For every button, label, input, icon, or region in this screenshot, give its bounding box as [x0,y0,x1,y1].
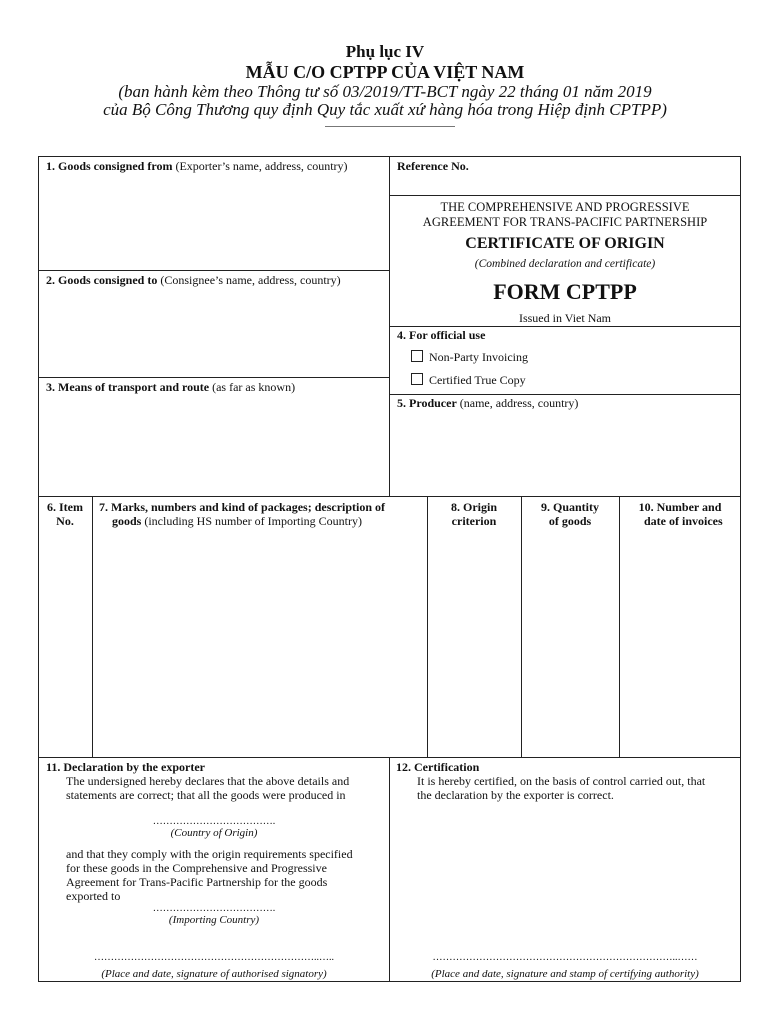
col7-header-line1: 7. Marks, numbers and kind of packages; description of [99,500,386,514]
non-party-invoicing-checkbox[interactable] [411,350,423,362]
certifier-signature-dots[interactable]: ………………………………………………………………..…… [432,952,698,963]
box11-text-line1: The undersigned hereby declares that the above details and [66,774,350,788]
divider-box5 [389,394,741,395]
annex-number: Phụ lục IV [345,42,425,61]
col9-header-line1: 9. Quantity [540,500,599,514]
agreement-line1: THE COMPREHENSIVE AND PROGRESSIVE [440,200,690,214]
certificate-subtitle: (Combined declaration and certificate) [474,258,656,270]
box1-title: 1. Goods consigned from [46,159,173,173]
box2-input-area[interactable] [40,290,386,375]
importing-country-label: (Importing Country) [168,914,260,926]
box5-description: (name, address, country) [459,396,579,410]
col6-header-line1: 6. Item [47,500,83,514]
col9-header-line2: of goods [548,514,592,528]
box3-description: (as far as known) [212,380,296,394]
exporter-signature-label: (Place and date, signature of authorised signatory) [101,968,327,980]
box1-input-area[interactable] [40,176,386,268]
non-party-invoicing-option[interactable] [411,350,528,364]
issuance-note-line1: (ban hành kèm theo Thông tư số 03/2019/TT-BCT ngày 22 tháng 01 năm 2019 [118,82,652,101]
column-divider-7-8 [427,496,428,757]
form-title: FORM CPTPP [493,279,637,304]
divider-reference [389,195,741,196]
certifier-signature-label: (Place and date, signature and stamp of certifying authority) [431,968,699,980]
divider-columns-top [38,496,741,497]
divider-box4 [389,326,741,327]
certified-true-copy-label: Certified True Copy [429,373,526,387]
exporter-signature-dots[interactable]: …………………………………………………………..….. [94,952,334,963]
certificate-title: CERTIFICATE OF ORIGIN [465,235,665,252]
non-party-invoicing-label: Non-Party Invoicing [429,350,528,364]
importing-country-dots[interactable]: ………………………………. [152,903,276,914]
box11-text-line5: Agreement for Trans-Pacific Partnership for the goods [66,875,328,889]
box5-title: 5. Producer [397,396,457,410]
divider-box2-3 [38,377,389,378]
box4-title: 4. For official use [397,328,486,342]
country-origin-dots[interactable]: ………………………………. [152,816,276,827]
column-divider-9-10 [619,496,620,757]
box1-heading [46,159,348,173]
box3-input-area[interactable] [40,397,386,494]
box5-input-area[interactable] [392,413,738,494]
box11-text-line3: and that they comply with the origin requirements specified [66,847,353,861]
box12-text-line2: the declaration by the exporter is correct. [417,788,614,802]
form-heading: MẪU C/O CPTPP CỦA VIỆT NAM [245,62,525,82]
col7-input[interactable] [95,532,425,754]
col10-input[interactable] [622,532,739,754]
col10-header-line1: 10. Number and [638,500,722,514]
col7-header-goods: goods [112,514,142,528]
col8-input[interactable] [430,532,519,754]
agreement-line2: AGREEMENT FOR TRANS-PACIFIC PARTNERSHIP [422,215,708,229]
col10-header-line2: date of invoices [644,514,723,528]
col6-header-line2: No. [56,514,74,528]
col7-header-desc: (including HS number of Importing Country) [144,514,362,528]
box11-text-line6: exported to [66,889,121,903]
column-divider-8-9 [521,496,522,757]
reference-input[interactable] [480,158,738,192]
col7-header-line2 [112,514,362,528]
box3-title: 3. Means of transport and route [46,380,210,394]
box12-title: 12. Certification [396,760,480,774]
box3-heading [46,380,295,394]
issued-in: Issued in Viet Nam [518,311,612,325]
box11-title: 11. Declaration by the exporter [46,760,205,774]
country-origin-label: (Country of Origin) [170,827,258,839]
col9-input[interactable] [524,532,617,754]
box11-text-line4: for these goods in the Comprehensive and Progressive [66,861,327,875]
box11-text-line2: statements are correct; that all the goods were produced in [66,788,346,802]
box5-heading [397,396,578,410]
divider-box1-2 [38,270,389,271]
box2-title: 2. Goods consigned to [46,273,158,287]
box2-description: (Consignee’s name, address, country) [160,273,341,287]
issuance-note-line2: của Bộ Công Thương quy định Quy tắc xuất xứ hàng hóa trong Hiệp định CPTPP) [103,100,667,119]
reference-label: Reference No. [397,159,469,173]
col8-header-line2: criterion [451,514,497,528]
col6-input[interactable] [40,532,90,754]
column-divider-6-7 [92,496,93,757]
col8-header-line1: 8. Origin [450,500,497,514]
box12-text-line1: It is hereby certified, on the basis of control carried out, that [417,774,706,788]
box12-certification-area[interactable] [392,806,738,946]
certified-true-copy-option[interactable] [411,373,526,387]
header-underline [325,126,455,127]
divider-box11-12 [389,757,390,982]
certified-true-copy-checkbox[interactable] [411,373,423,385]
box1-description: (Exporter’s name, address, country) [175,159,348,173]
box2-heading [46,273,341,287]
